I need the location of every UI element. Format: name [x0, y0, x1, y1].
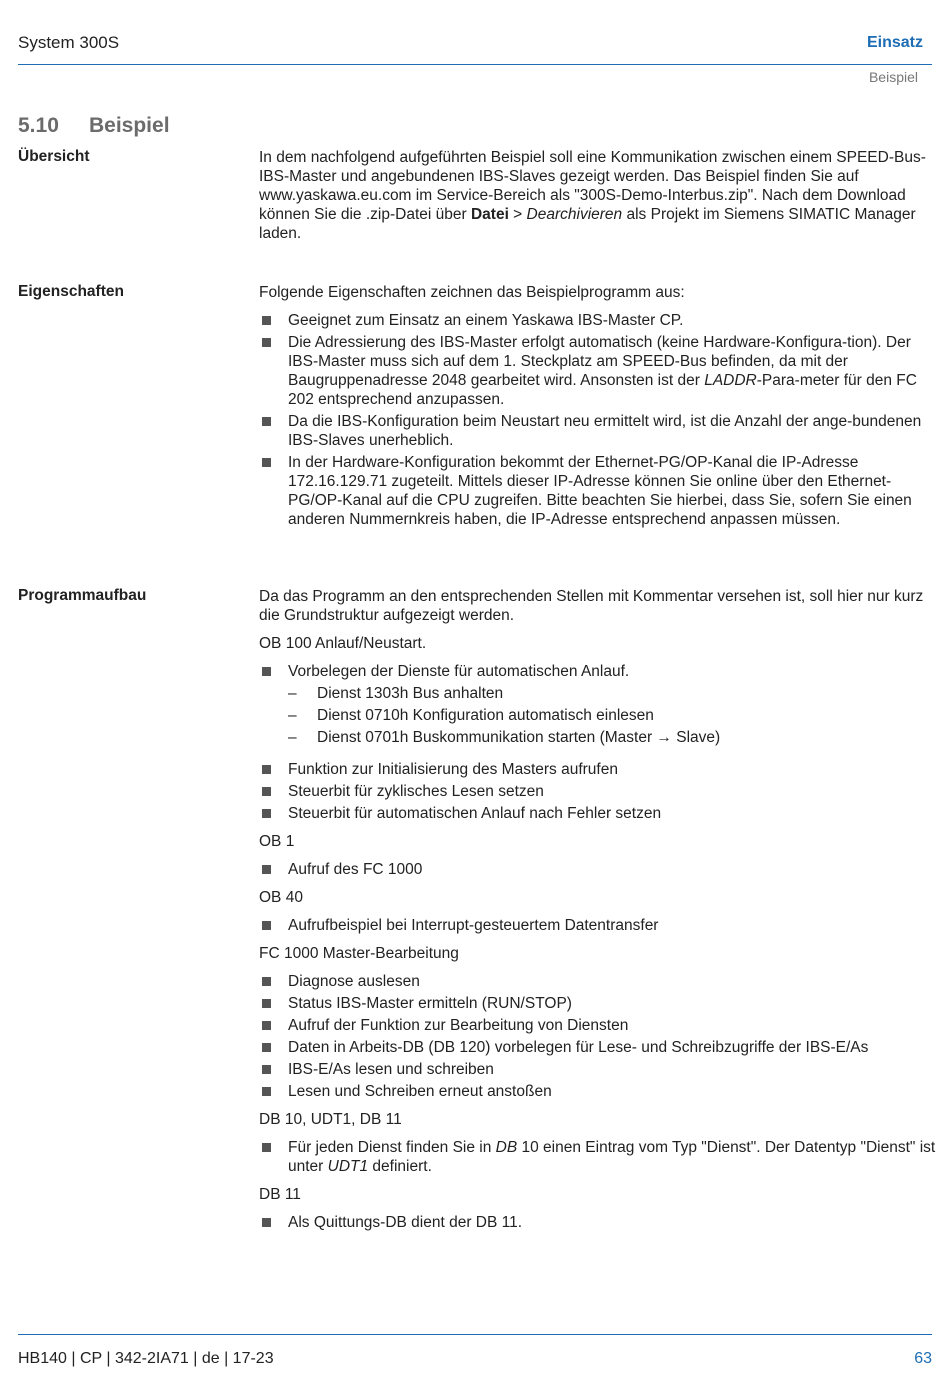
list-item [259, 662, 939, 747]
uebersicht-text-c: als Projekt im Siemens SIMATIC Manager laden. [259, 206, 916, 242]
ob40-heading: OB 40 [259, 889, 303, 906]
programm-intro: Da das Programm an den entsprechenden Stellen mit Kommentar versehen ist, soll hier nur kurz die Grundstruktur aufgezeigt werden. [259, 588, 924, 624]
list-item: Steuerbit für zyklisches Lesen setzen [259, 782, 939, 801]
header-divider [18, 64, 932, 65]
section-number: 5.10 [18, 114, 59, 137]
menu-dearchivieren: Dearchivieren [526, 206, 623, 223]
header-chapter: Einsatz [866, 34, 923, 51]
list-item-italic: UDT1 [327, 1158, 369, 1175]
list-item-italic: DB [495, 1139, 518, 1156]
footer-divider [18, 1334, 932, 1335]
list-item: – Dienst 1303h Bus anhalten [288, 684, 939, 703]
list-item: Da die IBS-Konfiguration beim Neustart neu ermittelt wird, ist die Anzahl der ange-bundenen IBS-Slaves unerheblich. [259, 412, 939, 450]
footer-doc-id: HB140 | CP | 342-2IA71 | de | 17-23 [18, 1350, 274, 1367]
list-item-italic: LADDR [704, 372, 757, 389]
ob100-list [259, 662, 939, 823]
list-item: Steuerbit für automatischen Anlauf nach Fehler setzen [259, 804, 939, 823]
db10-list [259, 1138, 939, 1176]
db11-heading: DB 11 [259, 1186, 301, 1203]
ob1-list [259, 860, 939, 879]
list-item: Geeignet zum Einsatz an einem Yaskawa IBS-Master CP. [259, 311, 939, 330]
list-item: – Dienst 0710h Konfiguration automatisch einlesen [288, 706, 939, 725]
list-item [259, 333, 939, 409]
list-item: Lesen und Schreiben erneut anstoßen [259, 1082, 939, 1101]
list-item: Aufrufbeispiel bei Interrupt-gesteuertem Datentransfer [259, 916, 939, 935]
menu-datei: Datei [470, 206, 509, 223]
label-programmaufbau: Programmaufbau [18, 587, 147, 604]
list-item-text: Vorbelegen der Dienste für automatischen Anlauf. [288, 663, 630, 680]
list-item: In der Hardware-Konfiguration bekommt der Ethernet-PG/OP-Kanal die IP-Adresse 172.16.129.71 zugeteilt. Mittels dieser IP-Adresse können Sie online über den Ethernet-PG/OP-Kanal auf die CPU zugreifen. Bitte beachten Sie hierbei, dass Sie, sofern Sie einen anderen Nummernkreis haben, die IP-Adresse entsprechend anpassen müssen. [259, 453, 939, 529]
db11-list [259, 1213, 939, 1232]
list-item: IBS-E/As lesen und schreiben [259, 1060, 939, 1079]
list-item-text: Für jeden Dienst finden Sie in [288, 1139, 496, 1156]
list-item-text: definiert. [368, 1158, 432, 1175]
uebersicht-text [259, 148, 939, 243]
list-item: – Dienst 0701h Buskommunikation starten (Master → Slave) [288, 728, 939, 747]
header-product: System 300S [18, 33, 120, 52]
uebersicht-text-b: > [508, 206, 527, 223]
fc1000-list [259, 972, 939, 1101]
list-item-text: Die Adressierung des IBS-Master erfolgt automatisch (keine Hardware-Konfigura-tion). Der IBS-Master muss sich auf dem 1. Steckplatz am SPEED-Bus befinden, da mit der Baugruppenadresse 2048 gearbeitet wird. Ansonsten ist der [288, 334, 911, 389]
list-item: Diagnose auslesen [259, 972, 939, 991]
list-item-text: 10 einen Eintrag vom Typ "Dienst". Der Datentyp "Dienst" ist unter [288, 1139, 936, 1175]
page-number: 63 [914, 1350, 932, 1367]
list-item [259, 1138, 939, 1176]
list-item: Funktion zur Initialisierung des Masters aufrufen [259, 760, 939, 779]
header-subsection: Beispiel [868, 69, 918, 85]
programmaufbau-block [259, 587, 939, 1232]
ob40-list [259, 916, 939, 935]
label-eigenschaften: Eigenschaften [18, 283, 124, 300]
eigenschaften-block [259, 283, 939, 529]
list-item: Als Quittungs-DB dient der DB 11. [259, 1213, 939, 1232]
section-title-text: Beispiel [89, 114, 170, 137]
ob1-heading: OB 1 [259, 833, 295, 850]
uebersicht-text-a: In dem nachfolgend aufgeführten Beispiel soll eine Kommunikation zwischen einem SPEED-Bus-IBS-Master und angebundenen IBS-Slaves gezeigt werden. Das Beispiel finden Sie auf www.yaskawa.eu.com im Service-Bereich als "300S-Demo-Interbus.zip". Nach dem Download können Sie die .zip-Datei über [259, 149, 926, 223]
db10-heading: DB 10, UDT1, DB 11 [259, 1111, 402, 1128]
list-item-text: -Para-meter für den FC 202 entsprechend anzupassen. [288, 372, 917, 408]
eigenschaften-list [259, 311, 939, 529]
list-item: Daten in Arbeits-DB (DB 120) vorbelegen für Lese- und Schreibzugriffe der IBS-E/As [259, 1038, 939, 1057]
label-uebersicht: Übersicht [18, 148, 90, 165]
eigenschaften-intro: Folgende Eigenschaften zeichnen das Beispielprogramm aus: [259, 284, 685, 301]
ob100-heading: OB 100 Anlauf/Neustart. [259, 635, 427, 652]
section-title [18, 114, 170, 138]
list-item: Status IBS-Master ermitteln (RUN/STOP) [259, 994, 939, 1013]
list-item: Aufruf des FC 1000 [259, 860, 939, 879]
dienst-list [288, 684, 939, 747]
list-item: Aufruf der Funktion zur Bearbeitung von Diensten [259, 1016, 939, 1035]
fc1000-heading: FC 1000 Master-Bearbeitung [259, 945, 459, 962]
